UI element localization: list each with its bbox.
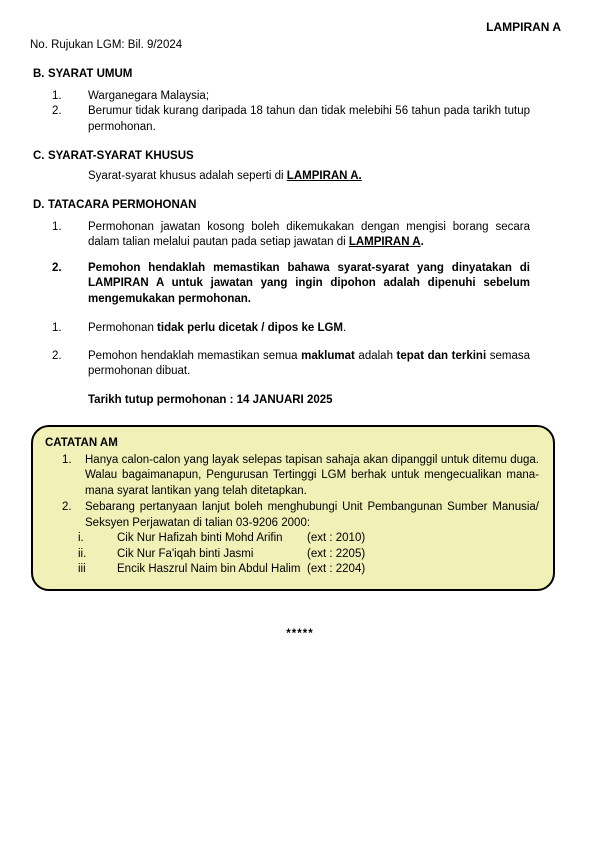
reference-number: No. Rujukan LGM: Bil. 9/2024 [30, 38, 183, 51]
item-number: 1. [52, 89, 62, 102]
list-item-d1 [30, 220, 570, 251]
notes-item-2 [45, 500, 541, 531]
notes-box-title: CATATAN AM [45, 437, 118, 449]
section-c-body [88, 169, 530, 185]
section-c-title: SYARAT-SYARAT KHUSUS [48, 150, 194, 162]
item-number: 2. [52, 349, 62, 362]
d3-text: Permohonan [88, 322, 158, 334]
item-number: 1. [52, 220, 62, 233]
d1-text: Permohonan jawatan kosong boleh dikemukakan dengan mengisi borang secara dalam talian melalui pautan pada setiap jawatan di [88, 220, 530, 248]
list-item-d3 [30, 321, 570, 337]
notes-item-1 [45, 453, 541, 500]
d3-bold-text: tidak perlu dicetak / dipos ke LGM [157, 322, 344, 334]
contact-name: Cik Nur Hafizah binti Mohd Arifin [117, 532, 283, 544]
contact-name: Encik Haszrul Naim bin Abdul Halim [117, 563, 301, 575]
item-number: 2. [52, 105, 62, 117]
section-c-heading [30, 149, 570, 165]
contact-extension: (ext : 2204) [307, 563, 366, 575]
item-number: 2. [62, 501, 72, 513]
item-text: Warganegara Malaysia; [88, 89, 210, 102]
item-text: Sebarang pertanyaan lanjut boleh menghubungi Unit Pembangunan Sumber Manusia/ Seksyen Perjawatan di talian 03-9206 2000: [85, 501, 539, 529]
contact-extension: (ext : 2205) [307, 547, 366, 560]
item-text: Pemohon hendaklah memastikan bahawa syarat-syarat yang dinyatakan di LAMPIRAN A untuk jawatan yang ingin dipohon adalah dipenuhi sebelum mengemukakan permohonan. [88, 261, 530, 305]
item-text: Berumur tidak kurang daripada 18 tahun dan tidak melebihi 56 tahun pada tarikh tutup permohonan. [88, 105, 530, 133]
contact-row [45, 531, 541, 547]
section-d-letter: D. [33, 199, 45, 211]
contact-extension: (ext : 2010) [307, 532, 366, 544]
item-text [88, 349, 530, 380]
contact-roman: iii [78, 563, 86, 575]
item-number: 2. [52, 261, 62, 274]
d4-bold-tepat: tepat dan terkini [396, 349, 487, 362]
closing-date: Tarikh tutup permohonan : 14 JANUARI 2025 [88, 393, 333, 406]
contact-roman: i. [78, 532, 84, 544]
item-number: 1. [62, 453, 72, 466]
item-text [88, 321, 530, 337]
d3-period: . [343, 322, 347, 334]
list-item-b2 [30, 104, 570, 135]
contact-row [45, 562, 541, 578]
d4-text: Pemohon hendaklah memastikan semua [88, 349, 302, 362]
section-c-letter: C. [33, 150, 45, 162]
item-number: 1. [52, 322, 62, 334]
item-text: Hanya calon-calon yang layak selepas tapisan sahaja akan dipanggil untuk ditemu duga. Walau bagaimanapun, Pengurusan Tertinggi LGM berhak untuk mengecualikan mana-mana syarat lantikan yang telah ditetapkan. [85, 453, 539, 497]
lampiran-a-reference: LAMPIRAN A. [286, 169, 362, 182]
d1-period: . [420, 236, 424, 248]
list-item-d4 [30, 349, 570, 380]
section-b-heading [30, 67, 570, 83]
list-item-b1 [30, 89, 570, 105]
section-b-title: SYARAT UMUM [48, 68, 133, 80]
notes-box [31, 425, 555, 591]
d4-text: semasa permohonan dibuat. [88, 349, 531, 377]
contact-name: Cik Nur Fa'iqah binti Jasmi [117, 547, 254, 560]
section-c-body-text: Syarat-syarat khusus adalah seperti di [88, 169, 287, 182]
footer-asterisks: ***** [286, 627, 314, 640]
d4-bold-maklumat: maklumat [301, 349, 355, 362]
contact-row [45, 547, 541, 563]
section-d-title: TATACARA PERMOHONAN [48, 199, 197, 211]
list-item-d2 [30, 261, 570, 308]
section-d-heading [30, 198, 570, 214]
contact-roman: ii. [78, 547, 87, 560]
d4-text: adalah [354, 349, 397, 362]
corner-label: LAMPIRAN A [486, 20, 561, 34]
section-b-letter: B. [33, 68, 45, 80]
item-text [88, 220, 530, 251]
lampiran-a-reference: LAMPIRAN A [348, 236, 421, 248]
